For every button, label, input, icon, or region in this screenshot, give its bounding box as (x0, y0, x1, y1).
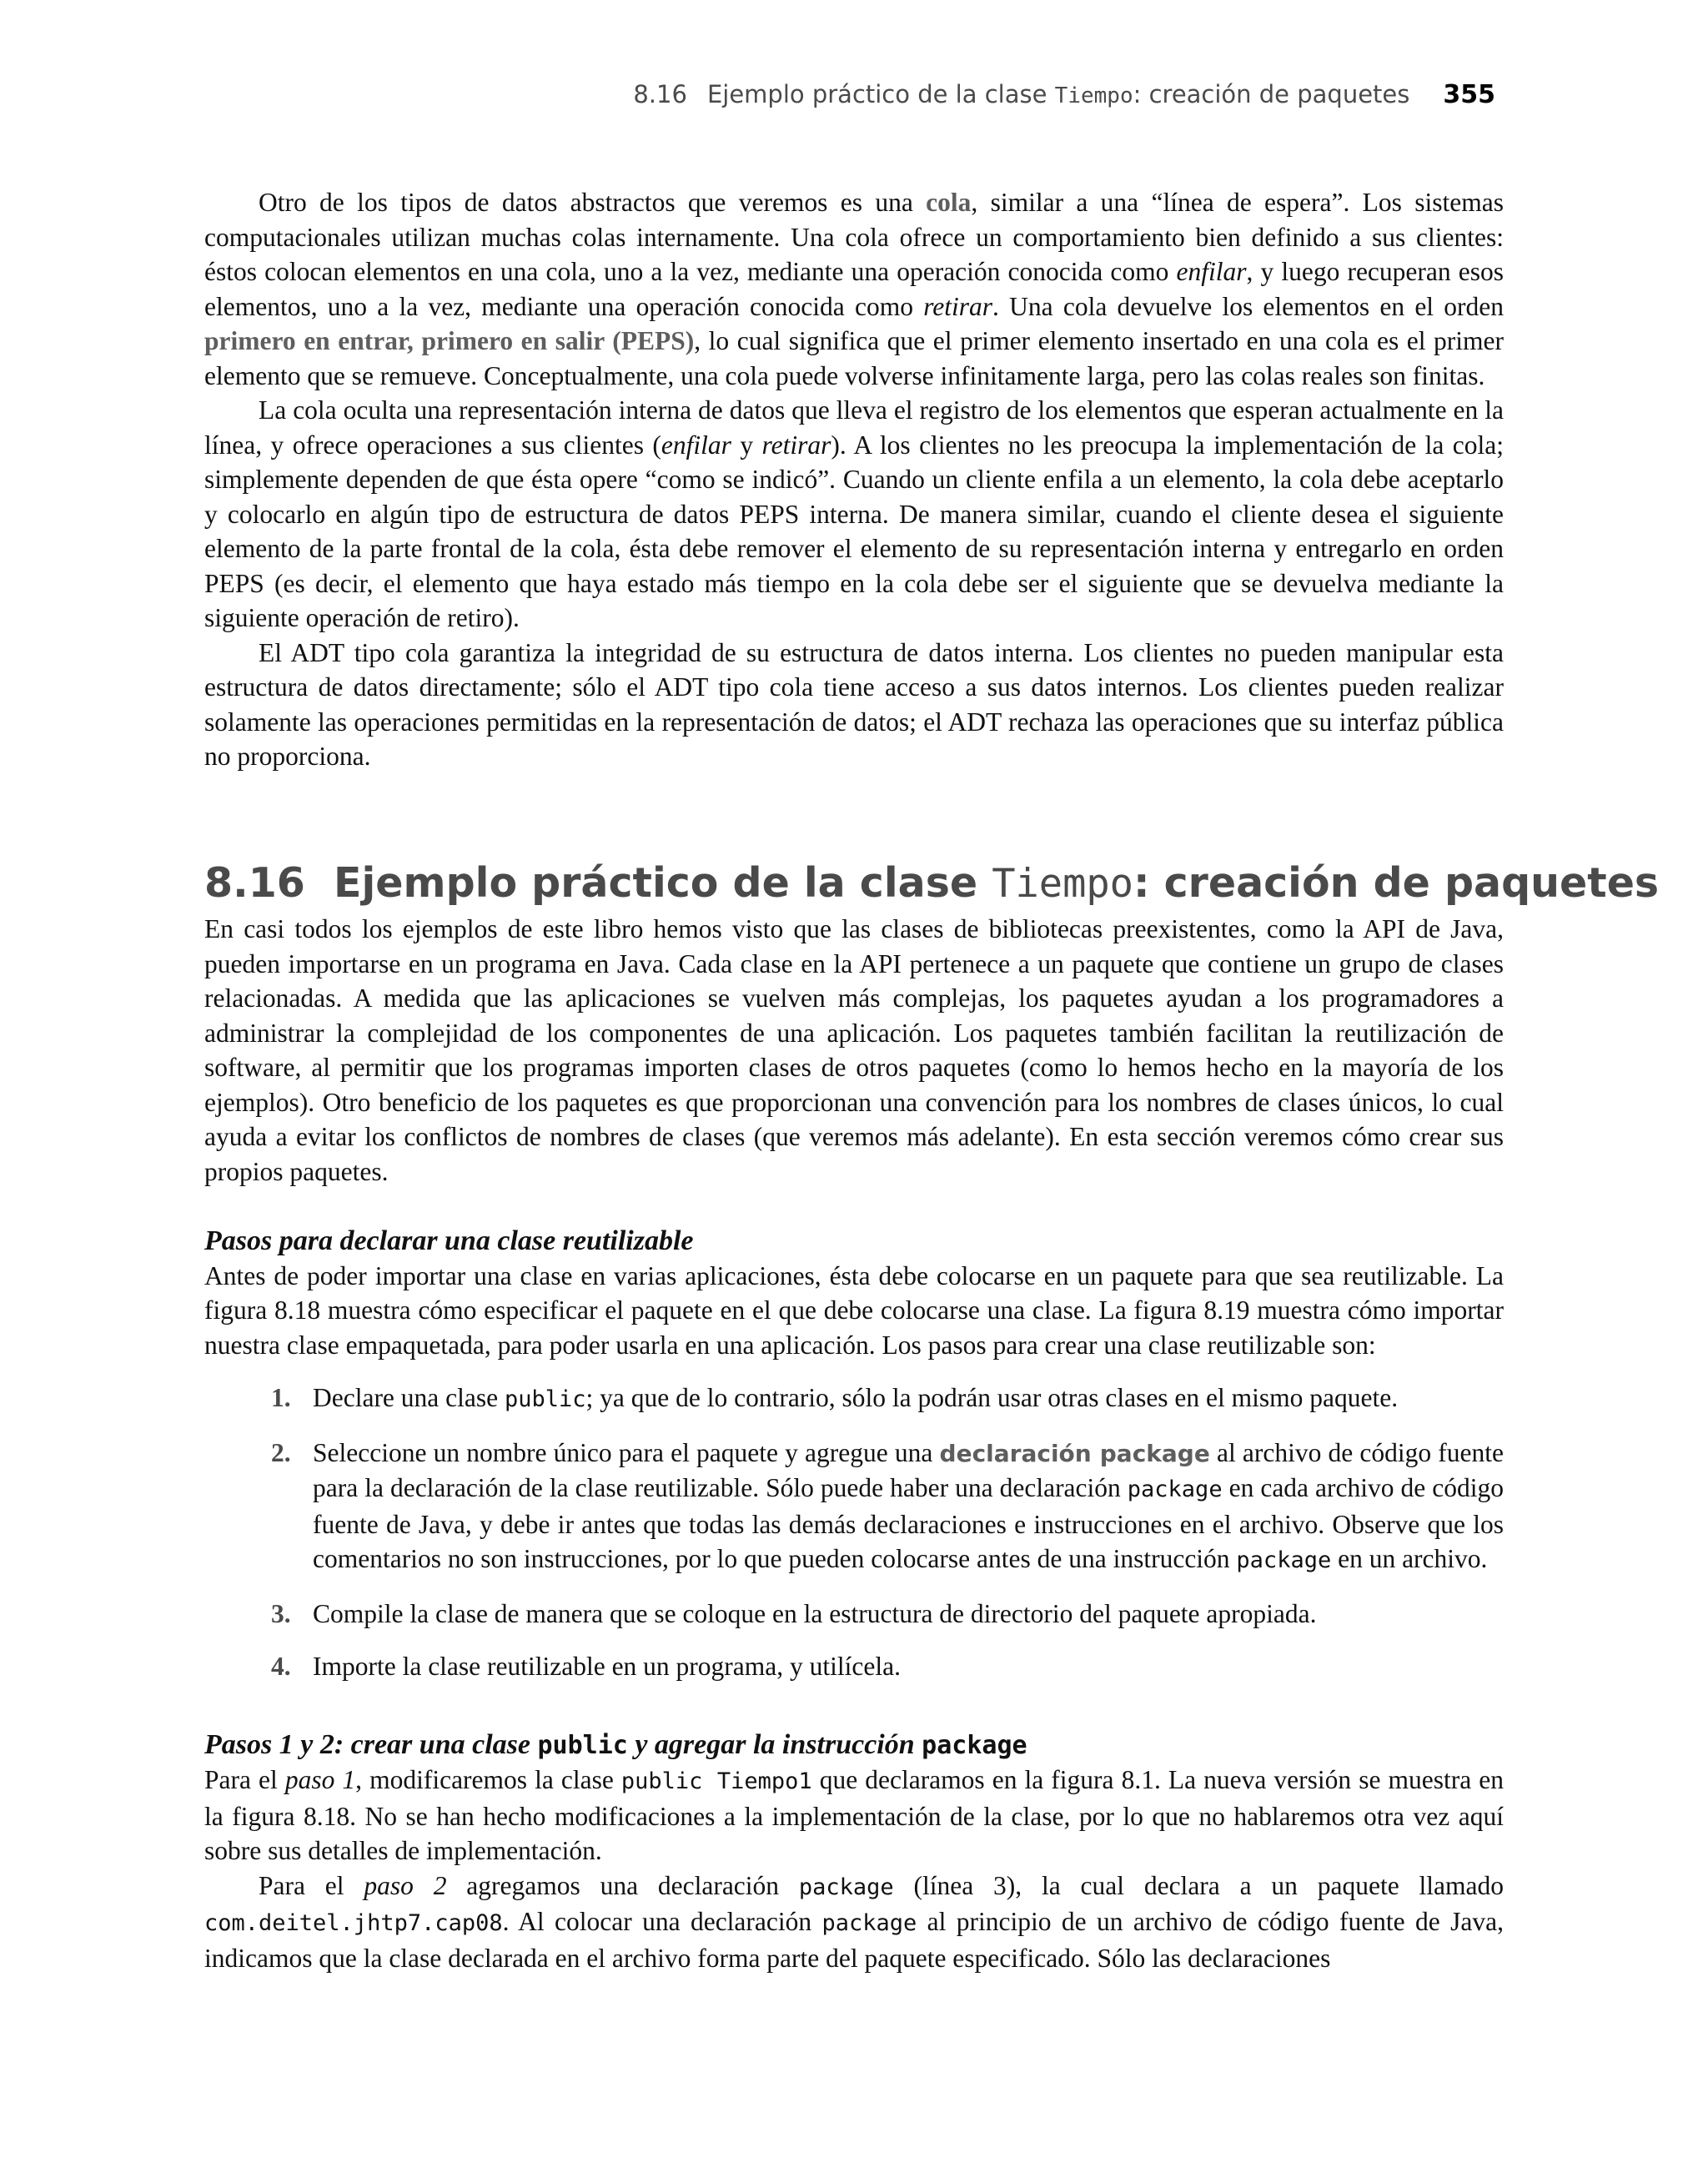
text-run: . Una cola devuelve los elementos en el orden (992, 291, 1504, 321)
running-head-title-pre: Ejemplo práctico de la clase (706, 80, 1055, 108)
subheading-steps-1-2 (204, 1728, 1504, 1763)
paragraph-step-2 (204, 1869, 1504, 1976)
text-run: ; ya que de lo contrario, sólo la podrán usar otras clases en el mismo paquete. (585, 1383, 1399, 1412)
text-run: Seleccione un nombre único para el paquete y agregue una (313, 1437, 940, 1467)
step-number: 4. (271, 1652, 291, 1681)
text-run: . Al colocar una declaración (502, 1907, 822, 1936)
list-item (204, 1436, 1504, 1578)
text-run: Para el (259, 1870, 364, 1900)
text-run: Importe la clase reutilizable en un programa, y utilícela. (313, 1652, 901, 1681)
key-term: cola (926, 188, 972, 217)
running-head-section: 8.16 (633, 80, 687, 108)
paragraph-queue-adt: El ADT tipo cola garantiza la integridad de su estructura de datos interna. Los clientes no pueden manipular esta estructura de datos directamente; sólo el ADT tipo cola tiene acceso a sus datos internos. Los clientes pueden realizar solamente las operaciones permitidas en la representación de datos; el ADT rechaza las operaciones que su interfaz pública no proporciona. (204, 637, 1504, 771)
paragraph-packages-intro: En casi todos los ejemplos de este libro hemos visto que las clases de bibliotecas preexistentes, como la API de Java, pueden importarse en un programa en Java. Cada clase en la API pertenece a un paquete que contiene un grupo de clases relacionadas. A medida que las aplicaciones se vuelven más complejas, los paquetes ayudan a los programadores a administrar la complejidad de los componentes de una aplicación. Los paquetes también facilitan la reutilización de software, al permitir que los programas importen clases de otros paquetes (como lo hemos hecho en la mayoría de los ejemplos). Otro beneficio de los paquetes es que proporcionan una convención para los nombres de clases únicos, lo cual ayuda a evitar los conflictos de nombres de clases (que veremos más adelante). En esta sección veremos cómo crear sus propios paquetes. (204, 914, 1504, 1186)
code-term: com.deitel.jhtp7.cap08 (204, 1910, 503, 1936)
section-title-code: Tiempo (992, 861, 1133, 907)
list-item (204, 1381, 1504, 1417)
steps-list (204, 1381, 1504, 1684)
section-number: 8.16 (204, 859, 305, 907)
text-run: al principio de un archivo de código fuente de Java, indicamos que la clase declarada en el archivo forma parte del paquete especificado. Sólo las declaraciones (204, 1907, 1505, 1973)
text-run: Pasos 1 y 2: crear una clase (204, 1728, 538, 1760)
text-run: , modificaremos la clase (355, 1765, 621, 1794)
section-body (204, 912, 1504, 1975)
paragraph-steps-intro: Antes de poder importar una clase en varias aplicaciones, ésta debe colocarse en un paquete para que sea reutilizable. La figura 8.18 muestra cómo especificar el paquete en el que debe colocarse una clase. La figura 8.19 muestra cómo importar nuestra clase empaquetada, para poder usarla en una aplicación. Los pasos para crear una clase reutilizable son: (204, 1260, 1504, 1360)
code-term: package (1236, 1547, 1332, 1573)
text-run: y agregar la instrucción (627, 1728, 922, 1760)
paragraph-queue-intro (204, 185, 1504, 393)
text-run: Para el (204, 1765, 285, 1794)
code-term: public (537, 1730, 628, 1760)
paragraph-step-1 (204, 1763, 1504, 1869)
key-term: primero en entrar, primero en salir (PEPS) (204, 326, 695, 355)
code-term: public (504, 1386, 586, 1412)
section-title-pre: Ejemplo práctico de la clase (334, 859, 992, 907)
paragraph-queue-representation (204, 393, 1504, 636)
text-run: , y luego recuperan esos elementos, uno a la vez, mediante una operación conocida como (204, 257, 1504, 321)
code-term: package (1127, 1476, 1223, 1502)
italic-term: paso 2 (364, 1870, 447, 1900)
page-number: 355 (1443, 80, 1495, 109)
text-run: Compile la clase de manera que se coloque en la estructura de directorio del paquete apropiada. (313, 1598, 1317, 1628)
text-run: y (731, 430, 762, 460)
italic-term: paso 1 (284, 1765, 356, 1794)
text-run: , lo cual significa que el primer elemento insertado en una cola es el primer elemento que se remueve. Conceptualmente, una cola puede volverse infinitamente larga, pero las colas reales son finitas. (204, 326, 1505, 390)
italic-term: retirar (761, 430, 831, 460)
text-run: que declaramos en la figura 8.1. La nueva versión se muestra en la figura 8.18. No se han hecho modificaciones a la implementación de la clase, por lo que no hablaremos otra vez aquí sobre sus detalles de implementación. (204, 1765, 1505, 1865)
text-run: Otro de los tipos de datos abstractos que veremos es una (259, 188, 927, 217)
text-run: La cola oculta una representación interna de datos que lleva el registro de los elementos que esperan actualmente en la línea, y ofrece operaciones a sus clientes ( (204, 395, 1504, 460)
text-run: al archivo de código fuente para la declaración de la clase reutilizable. Sólo puede haber una declaración (313, 1437, 1504, 1502)
running-head-title-post: : creación de paquetes (1133, 80, 1410, 108)
running-head-title-code: Tiempo (1054, 83, 1133, 108)
text-run: ). A los clientes no les preocupa la implementación de la cola; simplemente dependen de que ésta opere “como se indicó”. Cuando un cliente enfila a un elemento, la cola debe aceptarlo y colocarlo en algún tipo de estructura de datos PEPS interna. De manera similar, cuando el cliente desea el siguiente elemento de la parte frontal de la cola, ésta debe remover el elemento de su representación interna y entregarlo en orden PEPS (es decir, el elemento que haya estado más tiempo en la cola debe ser el siguiente que se devuelva mediante la siguiente operación de retiro). (204, 430, 1504, 632)
text-run: , similar a una “línea de espera”. Los sistemas computacionales utilizan muchas colas internamente. Una cola ofrece un comportamiento bien definido a sus clientes: éstos colocan elementos en una cola, uno a la vez, mediante una operación conocida como (204, 188, 1504, 286)
subheading-reusable-class: Pasos para declarar una clase reutilizable (204, 1225, 694, 1256)
text-run: (línea 3), la cual declara a un paquete llamado (893, 1870, 1504, 1900)
text-run: Declare una clase (313, 1383, 505, 1412)
section-heading (204, 859, 1660, 907)
text-run: en un archivo. (1331, 1544, 1488, 1573)
code-term: package (798, 1874, 894, 1900)
running-head (633, 80, 1495, 109)
step-number: 1. (271, 1383, 291, 1412)
italic-term: enfilar (661, 430, 731, 460)
italic-term: retirar (923, 291, 993, 321)
key-term: declaración package (939, 1439, 1210, 1467)
text-run: agregamos una declaración (446, 1870, 799, 1900)
list-item (204, 1597, 1504, 1632)
italic-term: enfilar (1176, 257, 1247, 286)
code-term: package (922, 1730, 1027, 1760)
intro-text (204, 185, 1504, 774)
code-term: public Tiempo1 (620, 1768, 812, 1794)
section-title-post: : creación de paquetes (1133, 859, 1660, 907)
list-item (204, 1649, 1504, 1684)
text-run: en cada archivo de código fuente de Java, y debe ir antes que todas las demás declaraciones e instrucciones en el archivo. Observe que los comentarios no son instrucciones, por lo que pueden colocarse antes de una instrucción (313, 1473, 1504, 1573)
step-number: 2. (271, 1437, 291, 1467)
step-number: 3. (271, 1598, 291, 1628)
code-term: package (821, 1910, 917, 1936)
